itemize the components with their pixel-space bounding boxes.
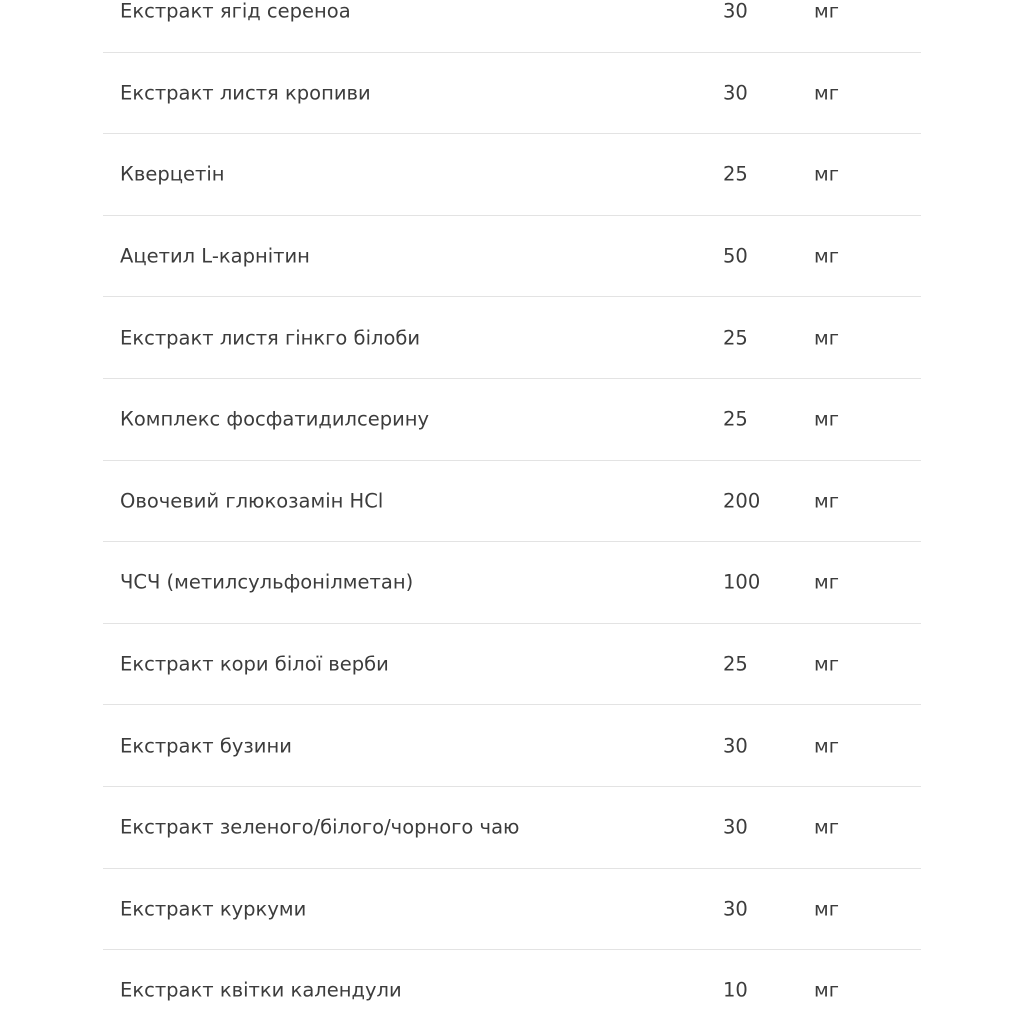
ingredient-name: Ацетил L-карнітин xyxy=(120,244,310,268)
ingredient-name: Екстракт кори білої верби xyxy=(120,652,389,676)
table-row xyxy=(103,542,921,624)
ingredient-amount: 25 xyxy=(723,325,748,349)
ingredient-name: Екстракт листя гінкго білоби xyxy=(120,325,421,349)
table-row xyxy=(103,134,921,216)
table-row xyxy=(103,53,921,135)
ingredient-unit: мг xyxy=(814,978,839,1002)
ingredient-amount: 30 xyxy=(723,733,748,757)
ingredient-name: Екстракт зеленого/білого/чорного чаю xyxy=(120,815,520,839)
ingredient-name: Екстракт листя кропиви xyxy=(120,81,371,105)
ingredient-name: Екстракт ягід сереноа xyxy=(120,0,351,23)
ingredient-unit: мг xyxy=(814,325,839,349)
ingredient-amount: 25 xyxy=(723,652,748,676)
ingredient-unit: мг xyxy=(814,570,839,594)
ingredient-unit: мг xyxy=(814,244,839,268)
ingredient-name: Овочевий глюкозамін HCl xyxy=(120,489,384,513)
table-row xyxy=(103,869,921,951)
table-row xyxy=(103,379,921,461)
ingredient-unit: мг xyxy=(814,489,839,513)
table-row xyxy=(103,950,921,1024)
ingredient-name: Екстракт куркуми xyxy=(120,897,307,921)
ingredient-unit: мг xyxy=(814,162,839,186)
ingredient-name: ЧСЧ (метилсульфонілметан) xyxy=(120,570,414,594)
ingredient-unit: мг xyxy=(814,81,839,105)
table-row xyxy=(103,624,921,706)
table-row xyxy=(103,0,921,53)
ingredient-amount: 100 xyxy=(723,570,761,594)
ingredient-unit: мг xyxy=(814,897,839,921)
ingredient-amount: 30 xyxy=(723,0,748,23)
ingredient-unit: мг xyxy=(814,733,839,757)
table-row xyxy=(103,216,921,298)
ingredient-unit: мг xyxy=(814,815,839,839)
ingredient-amount: 30 xyxy=(723,81,748,105)
ingredient-name: Кверцетін xyxy=(120,162,225,186)
ingredient-name: Комплекс фосфатидилсерину xyxy=(120,407,430,431)
table-row xyxy=(103,705,921,787)
ingredient-amount: 200 xyxy=(723,489,761,513)
ingredient-amount: 25 xyxy=(723,407,748,431)
ingredient-name: Екстракт бузини xyxy=(120,733,292,757)
ingredient-amount: 30 xyxy=(723,815,748,839)
table-row xyxy=(103,787,921,869)
ingredients-table xyxy=(103,0,921,1024)
ingredient-amount: 30 xyxy=(723,897,748,921)
ingredient-amount: 10 xyxy=(723,978,748,1002)
ingredient-unit: мг xyxy=(814,407,839,431)
table-row xyxy=(103,461,921,543)
ingredient-amount: 50 xyxy=(723,244,748,268)
ingredient-unit: мг xyxy=(814,652,839,676)
table-row xyxy=(103,297,921,379)
ingredient-amount: 25 xyxy=(723,162,748,186)
ingredient-name: Екстракт квітки календули xyxy=(120,978,402,1002)
ingredient-unit: мг xyxy=(814,0,839,23)
